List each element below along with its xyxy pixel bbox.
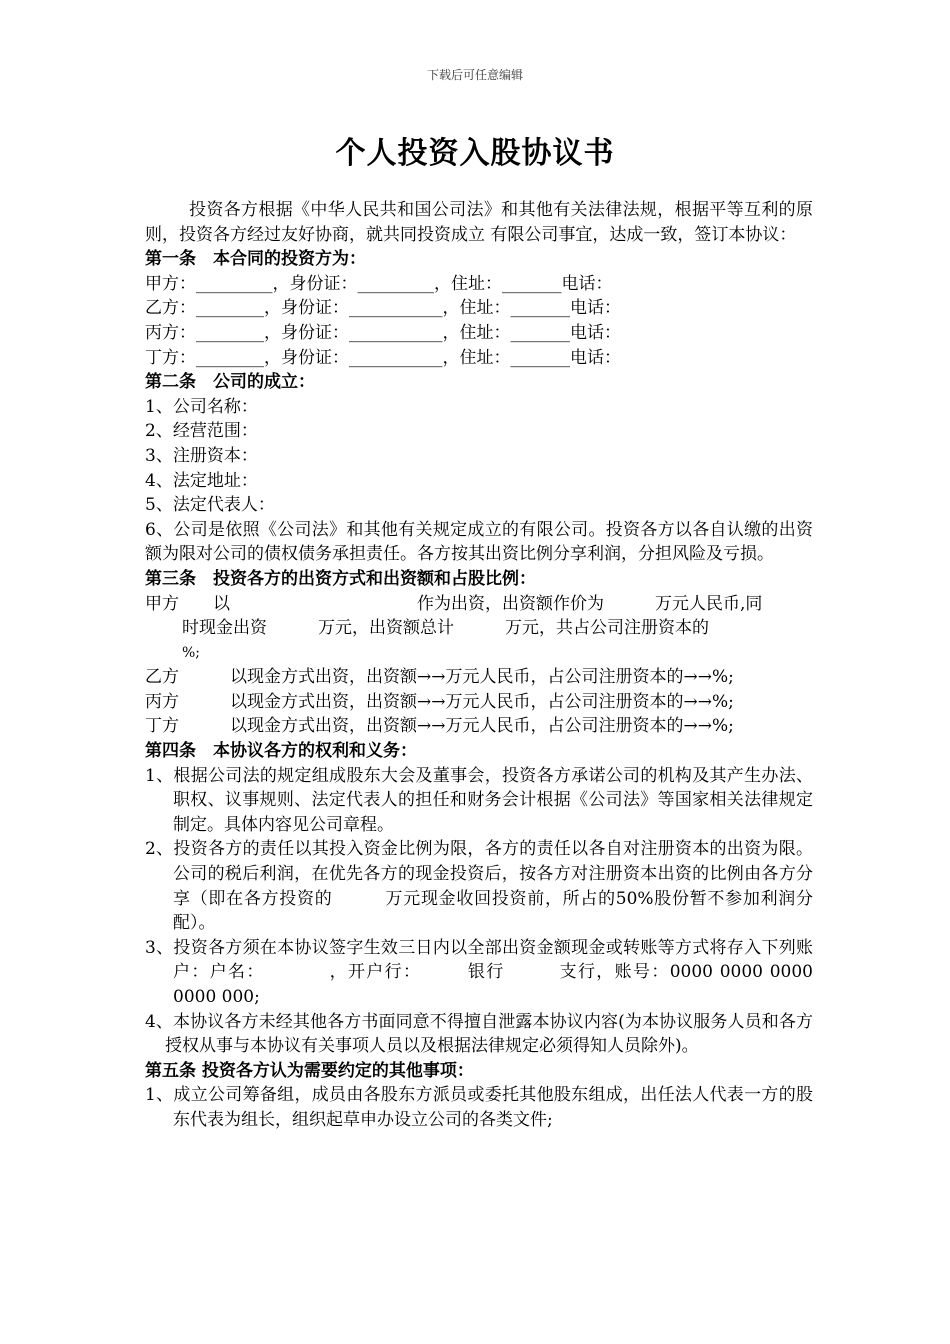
list-item: 3、投资各方须在本协议签字生效三日内以全部出资金额现金或转账等方式将存入下列账户：户名： ，开户行： 银行 支行，账号：0000 0000 0000 0000 000; [145,937,813,1007]
party-line: 甲方：_________，身份证：_________，住址：_______电话： [145,273,613,294]
party-a-contribution-end: %; [182,644,201,661]
list-item: 3、注册资本： [145,445,258,466]
list-item: 2、经营范围： [145,421,258,442]
party-line: 乙方：________，身份证：___________，住址：_______电话： [145,298,621,319]
list-item: 6、公司是依照《公司法》和其他有关规定成立的有限公司。投资各方以各自认缴的出资额为限对公司的债权债务承担责任。各方按其出资比例分享利润，分担风险及亏损。 [145,519,813,565]
list-item: 1、根据公司法的规定组成股东大会及董事会，投资各方承诺公司的机构及其产生办法、职权、议事规则、法定代表人的担任和财务会计根据《公司法》等国家相关法律规定制定。具体内容见公司章程。 [145,765,813,835]
party-a-contribution-cont: 时现金出资 万元，出资额总计 万元，共占公司注册资本的 [182,618,709,639]
party-line: 丙方：________，身份证：___________，住址：_______电话： [145,322,621,343]
list-item: 2、投资各方的责任以其投入资金比例为限，各方的责任以各自对注册资本的出资为限。公司的税后利润，在优先各方的现金投资后，按各方对注册资本出资的比例由各方分享（即在各方投资的 万元现金收回投资前，所占的50%股份暂不参加利润分配）。 [145,839,813,934]
list-item: 5、法定代表人： [145,495,275,516]
list-item: 4、本协议各方未经其他各方书面同意不得擅自泄露本协议内容(为本协议服务人员和各方授权从事与本协议有关事项人员以及根据法律规定必须得知人员除外)。 [145,1011,813,1057]
party-contribution: 丁方 以现金方式出资，出资额→→万元人民币，占公司注册资本的→→%; [145,716,734,737]
list-item: 1、公司名称： [145,396,258,417]
list-item: 4、法定地址： [145,470,258,491]
article-3-heading: 第三条 投资各方的出资方式和出资额和占股比例： [145,568,536,589]
party-a-contribution: 甲方 以 作为出资，出资额作价为 万元人民币,同 [145,593,763,614]
article-5-heading: 第五条 投资各方认为需要约定的其他事项： [145,1060,474,1081]
article-4-heading: 第四条 本协议各方的权利和义务： [145,741,417,762]
page-header: 下载后可任意编辑 [426,68,523,82]
article-1-heading: 第一条 本合同的投资方为： [145,249,366,270]
document-title: 个人投资入股协议书 [335,136,615,171]
intro-paragraph: 投资各方根据《中华人民共和国公司法》和其他有关法律法规，根据平等互利的原则，投资各方经过友好协商，就共同投资成立 有限公司事宜，达成一致，签订本协议： [145,200,813,245]
document-body [145,198,813,1133]
party-contribution: 丙方 以现金方式出资，出资额→→万元人民币，占公司注册资本的→→%; [145,691,734,712]
party-contribution: 乙方 以现金方式出资，出资额→→万元人民币，占公司注册资本的→→%; [145,667,734,688]
party-line: 丁方：________，身份证：___________，住址：_______电话： [145,347,621,368]
list-item: 1、成立公司筹备组，成员由各股东方派员或委托其他股东组成，出任法人代表一方的股东代表为组长，组织起草申办设立公司的各类文件; [145,1085,813,1130]
article-2-heading: 第二条 公司的成立： [145,372,315,393]
